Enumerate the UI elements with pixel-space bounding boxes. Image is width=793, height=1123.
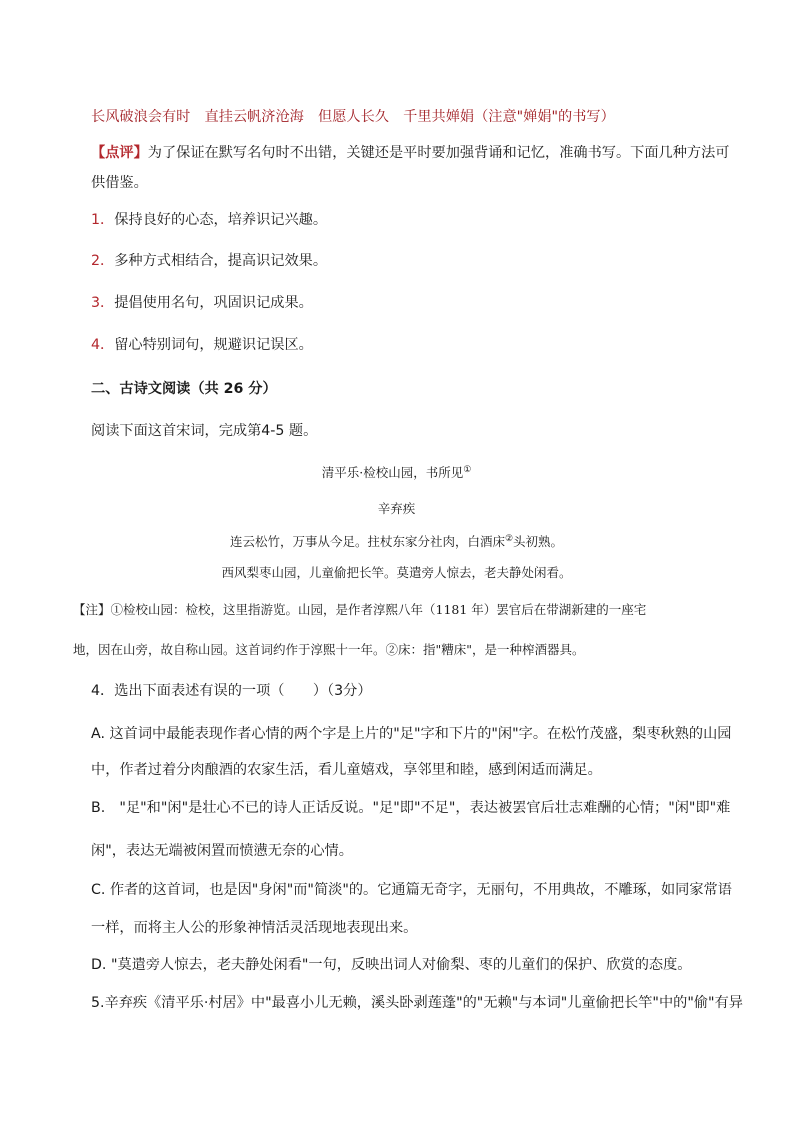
method-text: 提倡使用名句，巩固识记成果。 bbox=[114, 295, 313, 311]
poem-title bbox=[0, 463, 793, 483]
question-4-stem: 4．选出下面表述有误的一项（ ）（3分） bbox=[91, 683, 372, 699]
poem-title-text: 清平乐·检校山园，书所见 bbox=[321, 465, 464, 480]
method-text: 保持良好的心态，培养识记兴趣。 bbox=[114, 212, 328, 228]
section-title: 二、古诗文阅读（共 26 分） bbox=[91, 381, 277, 397]
method-number: 2． bbox=[91, 253, 115, 269]
method-number: 3． bbox=[91, 295, 115, 311]
instruction: 阅读下面这首宋词，完成第4-5 题。 bbox=[91, 423, 318, 439]
method-item bbox=[91, 210, 327, 230]
comment-line-1 bbox=[91, 143, 729, 163]
poem-line-1a: 连云松竹，万事从今足。拄杖东家分社肉，白酒床 bbox=[229, 534, 505, 549]
question-5-stem: 5.辛弃疾《清平乐·村居》中"最喜小儿无赖，溪头卧剥莲蓬"的"无赖"与本词"儿童偷把长竿"中的"偷"有异 bbox=[91, 995, 743, 1011]
option-b-line-2: 闲"，表达无端被闲置而愤懑无奈的心情。 bbox=[91, 843, 353, 859]
note-line-2: 地，因在山旁，故自称山园。这首词约作于淳熙十一年。②床：指"糟床"，是一种榨酒器具。 bbox=[73, 642, 585, 657]
method-item bbox=[91, 293, 313, 313]
poem-author: 辛弃疾 bbox=[377, 501, 416, 516]
option-b-line-1: B. "足"和"闲"是壮心不已的诗人正话反说。"足"即"不足"，表达被罢官后壮志难酬的心情；"闲"即"难 bbox=[91, 800, 731, 816]
footnote-mark: ① bbox=[463, 465, 472, 475]
option-d-line-1: D. "莫遣旁人惊去，老夫静处闲看"一句，反映出词人对偷梨、枣的儿童们的保护、欣赏的态度。 bbox=[91, 957, 692, 973]
method-text: 多种方式相结合，提高识记效果。 bbox=[114, 253, 328, 269]
method-text: 留心特别词句，规避识记误区。 bbox=[114, 337, 313, 353]
option-c-line-2: 一样，而将主人公的形象神情活灵活现地表现出来。 bbox=[91, 920, 418, 936]
method-number: 4． bbox=[91, 337, 115, 353]
poem-line-2: 西风梨枣山园，儿童偷把长竿。莫遣旁人惊去，老夫静处闲看。 bbox=[221, 565, 572, 580]
answer-line: 长风破浪会有时 直挂云帆济沧海 但愿人长久 千里共婵娟（注意"婵娟"的书写） bbox=[91, 109, 615, 125]
method-number: 1． bbox=[91, 212, 115, 228]
poem-line-1b: 头初熟。 bbox=[513, 534, 564, 549]
option-a-line-1: A. 这首词中最能表现作者心情的两个字是上片的"足"字和下片的"闲"字。在松竹茂盛，梨枣秋熟的山园 bbox=[91, 726, 732, 742]
poem-line-1 bbox=[0, 532, 793, 552]
comment-line-2: 供借鉴。 bbox=[91, 175, 148, 191]
comment-tag: 【点评】 bbox=[91, 145, 148, 161]
option-a-line-2: 中，作者过着分肉酿酒的农家生活，看儿童嬉戏，享邻里和睦，感到闲适而满足。 bbox=[91, 762, 602, 778]
option-c-line-1: C. 作者的这首词，也是因"身闲"而"简淡"的。它通篇无奇字，无丽句，不用典故，不雕琢，如同家常语 bbox=[91, 882, 732, 898]
method-item bbox=[91, 251, 327, 271]
note-line-1: 【注】①检校山园：检校，这里指游览。山园，是作者淳熙八年（1181 年）罢官后在带湖新建的一座宅 bbox=[73, 602, 647, 617]
comment-text-1: 为了保证在默写名句时不出错，关键还是平时要加强背诵和记忆，准确书写。下面几种方法可 bbox=[147, 145, 730, 161]
footnote-mark: ② bbox=[504, 534, 514, 544]
method-item bbox=[91, 335, 313, 355]
